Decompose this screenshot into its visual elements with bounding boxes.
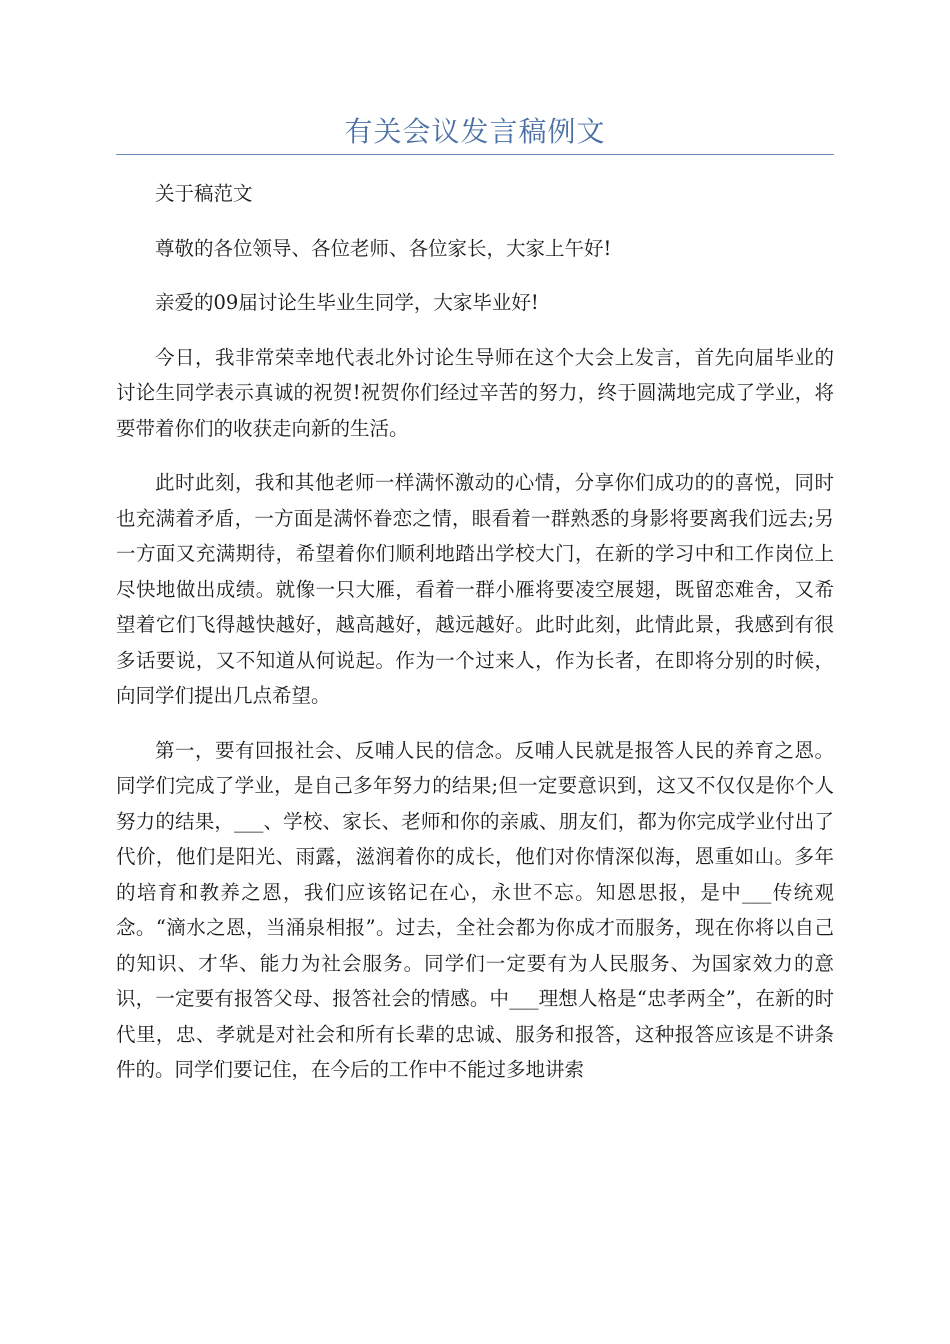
paragraph: 今日，我非常荣幸地代表北外讨论生导师在这个大会上发言，首先向届毕业的讨论生同学表示真诚的祝贺!祝贺你们经过辛苦的努力，终于圆满地完成了学业，将要带着你们的收获走向新的生活。 [116,345,834,440]
document-title: 有关会议发言稿例文 [344,115,606,148]
paragraph: 关于稿范文 [155,182,253,205]
document-body [116,176,834,1107]
paragraph: 亲爱的09届讨论生毕业生同学，大家毕业好! [155,291,539,314]
title-underline [116,154,834,155]
paragraph: 第一，要有回报社会、反哺人民的信念。反哺人民就是报答人民的养育之恩。同学们完成了学业，是自己多年努力的结果;但一定要意识到，这又不仅仅是你个人努力的结果，___、学校、家长、老师和你的亲戚、朋友们，都为你完成学业付出了代价，他们是阳光、雨露，滋润着你的成长，他们对你情深似海，恩重如山。多年的培育和教养之恩，我们应该铭记在心，永世不忘。知恩思报，是中___传统观念。“滴水之恩，当涌泉相报”。过去，全社会都为你成才而服务，现在你将以自己的知识、才华、能力为社会服务。同学们一定要有为人民服务、为国家效力的意识，一定要有报答父母、报答社会的情感。中___理想人格是“忠孝两全”，在新的时代里，忠、孝就是对社会和所有长辈的忠诚、服务和报答，这种报答应该是不讲条件的。同学们要记住，在今后的工作中不能过多地讲索 [116,738,834,1081]
paragraph: 此时此刻，我和其他老师一样满怀激动的心情，分享你们成功的的喜悦，同时也充满着矛盾，一方面是满怀眷恋之情，眼看着一群熟悉的身影将要离我们远去;另一方面又充满期待，希望着你们顺利地踏出学校大门，在新的学习中和工作岗位上尽快地做出成绩。就像一只大雁，看着一群小雁将要凌空展翅，既留恋难舍，又希望着它们飞得越快越好，越高越好，越远越好。此时此刻，此情此景，我感到有很多话要说，又不知道从何说起。作为一个过来人，作为长者，在即将分别的时候，向同学们提出几点希望。 [116,471,834,707]
paragraph: 尊敬的各位领导、各位老师、各位家长，大家上午好! [155,236,612,260]
